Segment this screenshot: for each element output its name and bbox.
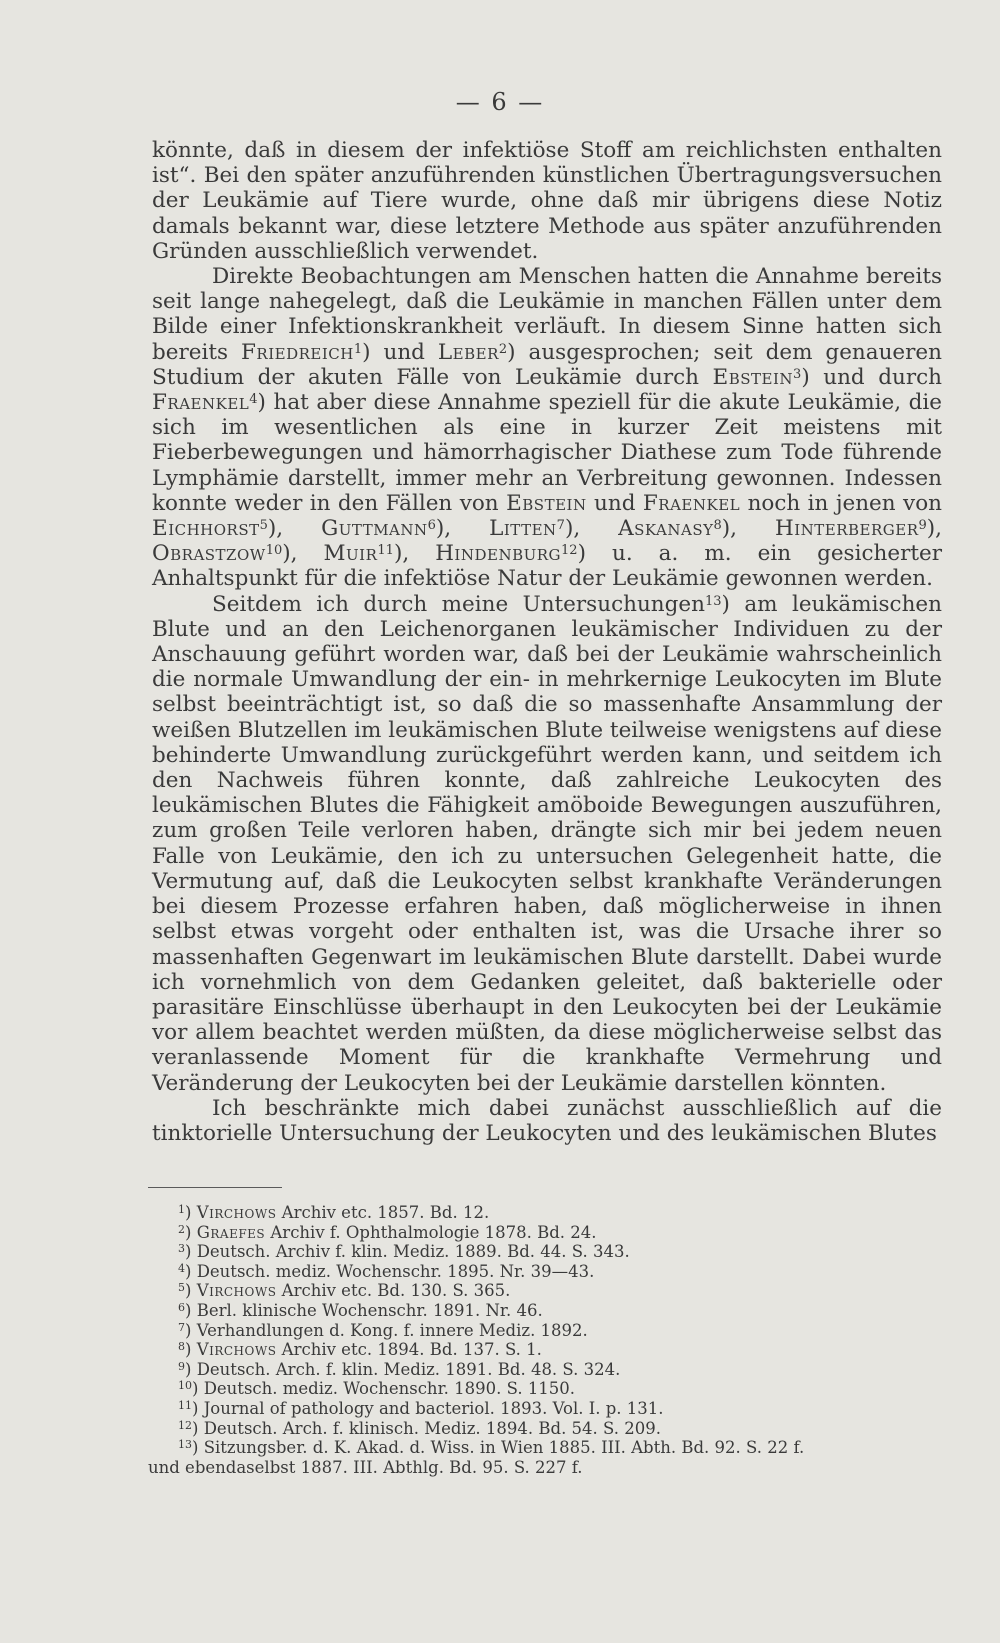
footnote-number: 2 <box>178 1222 185 1236</box>
text-run: könnte, daß in diesem der infektiöse Stoff am reichlichsten enthalten ist“. Bei den später anzuführenden künstlichen Übertragungsversuchen der Leukämie auf Tiere wurde, ohne daß mir übrigens diese Notiz damals bekannt war, diese letztere Methode aus später anzuführenden Gründen ausschließlich verwendet. <box>152 138 942 264</box>
author-name: Fraenkel <box>642 490 741 516</box>
footnote-number: 5 <box>178 1281 185 1295</box>
main-text <box>152 138 942 1146</box>
footnote-ref: 3 <box>793 366 802 382</box>
footnote-number: 12 <box>178 1418 192 1432</box>
footnote-number: 1 <box>178 1203 185 1216</box>
paragraph <box>152 264 942 592</box>
footnote-ref: 2 <box>498 341 508 357</box>
footnotes <box>148 1203 948 1477</box>
author-name: Hindenburg <box>435 541 562 567</box>
footnote: $^5$) Virchows Archiv etc. Bd. 130. S. 365. <box>178 1281 511 1301</box>
footnote-text: Archiv etc. 1894. Bd. 137. S. 1. <box>276 1340 542 1360</box>
footnote-ref: 10 <box>265 543 283 559</box>
text-run: Ich beschränkte mich dabei zunächst ausschließlich auf die tinktorielle Untersuchung der Leukocyten und des leukämischen Blutes <box>152 1095 942 1146</box>
footnote: $^7$) Verhandlungen d. Kong. f. innere Mediz. 1892. <box>178 1320 588 1340</box>
footnote-number: 10 <box>178 1379 192 1393</box>
footnote-text: Sitzungsber. d. K. Akad. d. Wiss. in Wien 1885. III. Abth. Bd. 92. S. 22 f. <box>203 1438 805 1458</box>
text-run: und <box>586 490 643 516</box>
author-name: Hinterberger <box>774 516 919 542</box>
footnote-separator <box>148 1187 282 1188</box>
text-run: ), <box>267 516 322 542</box>
footnote-text: Berl. klinische Wochenschr. 1891. Nr. 46. <box>196 1300 543 1320</box>
author-name: Ebstein <box>506 490 587 516</box>
footnote-text: Deutsch. mediz. Wochenschr. 1895. Nr. 39—43. <box>196 1261 595 1281</box>
author-name: Askanasy <box>618 516 714 542</box>
footnote-number: 7 <box>178 1320 185 1334</box>
footnote: $^4$) Deutsch. mediz. Wochenschr. 1895. Nr. 39—43. <box>178 1261 595 1281</box>
footnote-author: Graefes <box>196 1222 266 1242</box>
footnote-text: Archiv f. Ophthalmologie 1878. Bd. 24. <box>265 1222 597 1242</box>
footnote: $^2$) Graefes Archiv f. Ophthalmologie 1878. Bd. 24. <box>178 1222 597 1242</box>
footnote-number: 3 <box>178 1242 185 1256</box>
footnote-ref: 7 <box>556 518 565 534</box>
footnote-text: Deutsch. Arch. f. klinisch. Mediz. 1894. Bd. 54. S. 209. <box>203 1418 661 1438</box>
author-name: Guttmann <box>321 516 428 542</box>
footnote-text: Verhandlungen d. Kong. f. innere Mediz. 1892. <box>196 1320 588 1340</box>
text-run: ) und durch <box>801 364 942 390</box>
text-run: ), <box>393 541 436 567</box>
footnote: $^9$) Deutsch. Arch. f. klin. Mediz. 1891. Bd. 48. S. 324. <box>178 1359 621 1379</box>
author-name: Eichhorst <box>152 516 260 542</box>
footnote-text: Deutsch. Archiv f. klin. Mediz. 1889. Bd. 44. S. 343. <box>196 1242 630 1262</box>
text-run: ), <box>926 516 943 542</box>
footnote-author: Virchows <box>196 1203 277 1222</box>
text-run: Seitdem ich durch meine Untersuchungen <box>212 591 705 617</box>
author-name: Leber <box>437 339 499 365</box>
author-name: Friedreich <box>241 339 354 365</box>
footnote-number: 4 <box>178 1261 185 1275</box>
footnote-ref: 11 <box>377 543 394 559</box>
author-name: Muir <box>323 541 378 567</box>
author-name: Fraenkel <box>152 390 250 416</box>
footnote-number: 11 <box>178 1398 192 1412</box>
text-run: ), <box>564 516 619 542</box>
text-run: ) und <box>362 339 438 365</box>
footnote: $^8$) Virchows Archiv etc. 1894. Bd. 137. S. 1. <box>178 1340 542 1360</box>
author-name: Litten <box>489 516 557 542</box>
paragraph <box>152 138 942 264</box>
footnote-ref: 13 <box>704 593 722 609</box>
footnote-ref: 12 <box>561 543 578 559</box>
footnote-number: 13 <box>178 1438 192 1452</box>
footnote: $^6$) Berl. klinische Wochenschr. 1891. Nr. 46. <box>178 1300 543 1320</box>
text-run: ) am leukämischen Blute und an den Leichenorganen leukämischer Individuen zu der Anschauung geführt worden war, daß bei der Leukämie wahrscheinlich die normale Umwandlung der ein- in mehrkernige Leukocyten im Blute selbst beeinträchtigt ist, so daß die so massenhafte Ansammlung der weißen Blutzellen im leukämischen Blute teilweise wenigstens auf diese behinderte Umwandlung zurückgeführt werden kann, und seitdem ich den Nachweis führen konnte, daß zahlreiche Leukocyten des leukämischen Blutes die Fähigkeit amöboide Bewegungen auszuführen, zum großen Teile verloren haben, drängte sich mir bei jedem neuen Falle von Leukämie, den ich zu untersuchen Gelegenheit hatte, die Vermutung auf, daß die Leukocyten selbst krankhafte Veränderungen bei diesem Prozesse erfahren haben, daß möglicherweise in ihnen selbst etwas vorgeht oder enthalten ist, was die Ursache ihrer so massenhaften Gegenwart im leukämischen Blute darstellt. Dabei wurde ich vornehmlich von dem Gedanken geleitet, daß bakterielle oder parasitäre Einschlüsse überhaupt in den Leukocyten bei der Leukämie vor allem beachtet werden müßten, da diese möglicherweise selbst das veranlassende Moment für die krankhafte Vermehrung und Veränderung der Leukocyten bei der Leukämie darstellen könnten. <box>152 591 942 1096</box>
text-run: ) hat aber diese Annahme speziell für die akute Leukämie, die sich im wesentlichen als eine in kurzer Zeit meistens mit Fieberbewegungen und hämorrhagischer Diathese zum Tode führende Lymphämie darstellt, immer mehr an Verbreitung gewonnen. Indessen konnte weder in den Fällen von <box>152 390 942 516</box>
footnote-number: 6 <box>178 1300 185 1314</box>
footnote-text: Archiv etc. Bd. 130. S. 365. <box>276 1281 511 1301</box>
footnote-ref: 9 <box>918 518 927 534</box>
footnote-number: 8 <box>178 1340 185 1354</box>
text-run: ), <box>435 516 490 542</box>
footnote-number: 9 <box>178 1359 185 1373</box>
page-number: — 6 — <box>455 88 545 116</box>
footnote-author: Virchows <box>196 1281 277 1301</box>
footnote-ref: 4 <box>249 392 258 408</box>
author-name: Ebstein <box>712 364 794 390</box>
footnote: $^1$) Virchows Archiv etc. 1857. Bd. 12. <box>178 1203 490 1222</box>
footnote: $^3$) Deutsch. Archiv f. klin. Mediz. 1889. Bd. 44. S. 343. <box>178 1242 630 1262</box>
author-name: Obrastzow <box>152 541 266 567</box>
text-run: noch in jenen von <box>740 490 942 516</box>
footnote: $^{12}$) Deutsch. Arch. f. klinisch. Mediz. 1894. Bd. 54. S. 209. <box>178 1418 661 1438</box>
footnote: $^{10}$) Deutsch. mediz. Wochenschr. 1890. S. 1150. <box>178 1379 576 1399</box>
footnote-author: Virchows <box>196 1340 277 1360</box>
footnote-ref: 5 <box>259 518 268 534</box>
footnote-text: Journal of pathology and bacteriol. 1893. Vol. I. p. 131. <box>203 1398 664 1418</box>
footnote-text: Deutsch. mediz. Wochenschr. 1890. S. 1150. <box>203 1379 576 1399</box>
text-run: ), <box>721 516 775 542</box>
text-run: ), <box>282 541 324 567</box>
footnote-text: Deutsch. Arch. f. klin. Mediz. 1891. Bd. 48. S. 324. <box>196 1359 621 1379</box>
footnote-text: Archiv etc. 1857. Bd. 12. <box>276 1203 490 1222</box>
footnote-ref: 8 <box>713 518 722 534</box>
text-run: ) ausgesprochen; seit dem genaueren Studium der akuten Fälle von Leukämie durch <box>152 339 943 390</box>
footnote: $^{13}$) Sitzungsber. d. K. Akad. d. Wiss. in Wien 1885. III. Abth. Bd. 92. S. 22 f. <box>178 1438 805 1458</box>
text-run: ) u. a. m. ein gesicherter Anhaltspunkt für die infektiöse Natur der Leukämie gewonnen werden. <box>152 541 942 592</box>
footnote: $^{11}$) Journal of pathology and bacteriol. 1893. Vol. I. p. 131. <box>178 1398 664 1418</box>
paragraph <box>152 1096 942 1146</box>
footnote-ref: 6 <box>427 518 436 534</box>
paragraph <box>152 592 942 1096</box>
footnote-ref: 1 <box>353 341 363 357</box>
footnote-continuation: und ebendaselbst 1887. III. Abthlg. Bd. 95. S. 227 f. <box>148 1457 583 1477</box>
text-run: Direkte Beobachtungen am Menschen hatten die Annahme bereits seit lange nahegelegt, daß die Leukämie in manchen Fällen unter dem Bilde einer Infektionskrankheit verläuft. In diesem Sinne hatten sich bereits <box>152 264 942 365</box>
